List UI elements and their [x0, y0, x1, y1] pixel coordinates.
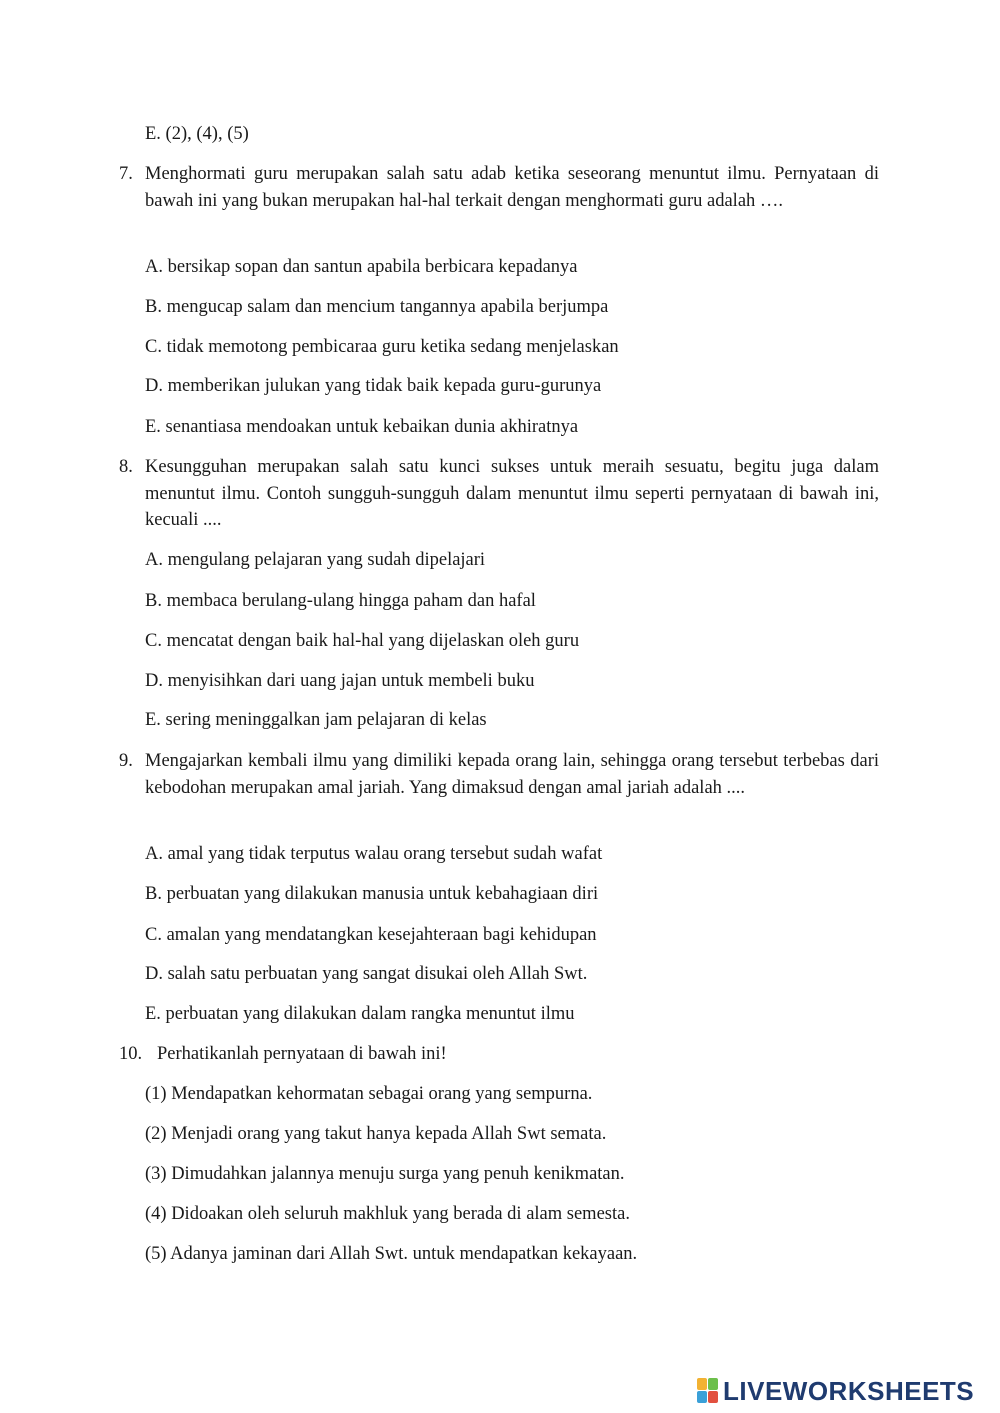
- question-8-text: Kesungguhan merupakan salah satu kunci sukses untuk meraih sesuatu, begitu juga dalam menuntut ilmu. Contoh sungguh-sungguh dalam menuntut ilmu seperti pernyataan di bawah ini, kecuali ....: [145, 457, 879, 530]
- question-7-option-b: B. mengucap salam dan mencium tangannya apabila berjumpa: [145, 297, 609, 317]
- liveworksheets-logo-icon: [697, 1378, 719, 1404]
- question-7-option-e: E. senantiasa mendoakan untuk kebaikan dunia akhiratnya: [145, 417, 579, 437]
- question-9-text: Mengajarkan kembali ilmu yang dimiliki kepada orang lain, sehingga orang tersebut terbebas dari kebodohan merupakan amal jariah. Yang dimaksud dengan amal jariah adalah ....: [145, 751, 879, 798]
- question-10-statement-1: (1) Mendapatkan kehormatan sebagai orang yang sempurna.: [145, 1084, 593, 1104]
- question-8-option-e: E. sering meninggalkan jam pelajaran di kelas: [145, 710, 487, 730]
- question-7-option-a: A. bersikap sopan dan santun apabila berbicara kepadanya: [145, 257, 578, 277]
- question-10-statement-2: (2) Menjadi orang yang takut hanya kepada Allah Swt semata.: [145, 1124, 607, 1144]
- question-8-option-b: B. membaca berulang-ulang hingga paham dan hafal: [145, 591, 536, 611]
- question-9-option-b: B. perbuatan yang dilakukan manusia untuk kebahagiaan diri: [145, 884, 599, 904]
- question-8-option-c: C. mencatat dengan baik hal-hal yang dijelaskan oleh guru: [145, 631, 580, 651]
- question-10-statement-4: (4) Didoakan oleh seluruh makhluk yang berada di alam semesta.: [145, 1204, 630, 1224]
- question-7-option-c: C. tidak memotong pembicaraa guru ketika sedang menjelaskan: [145, 337, 619, 357]
- question-9-option-d: D. salah satu perbuatan yang sangat disukai oleh Allah Swt.: [145, 964, 588, 984]
- liveworksheets-logo-text: LIVEWORKSHEETS: [723, 1376, 975, 1406]
- question-10-statement-3: (3) Dimudahkan jalannya menuju surga yang penuh kenikmatan.: [145, 1164, 625, 1184]
- question-7-text: Menghormati guru merupakan salah satu adab ketika seseorang menuntut ilmu. Pernyataan di bawah ini yang bukan merupakan hal-hal terkait dengan menghormati guru adalah ….: [145, 164, 879, 211]
- question-10-statement-5: (5) Adanya jaminan dari Allah Swt. untuk mendapatkan kekayaan.: [145, 1244, 638, 1264]
- question-9-option-e: E. perbuatan yang dilakukan dalam rangka menuntut ilmu: [145, 1004, 575, 1024]
- liveworksheets-logo: [697, 1376, 974, 1406]
- question-7-number: 7.: [119, 164, 133, 184]
- question-7-option-d: D. memberikan julukan yang tidak baik kepada guru-gurunya: [145, 376, 602, 396]
- question-9-option-c: C. amalan yang mendatangkan kesejahteraan bagi kehidupan: [145, 925, 597, 945]
- question-8-option-a: A. mengulang pelajaran yang sudah dipelajari: [145, 550, 486, 570]
- question-8-option-d: D. menyisihkan dari uang jajan untuk membeli buku: [145, 671, 535, 691]
- question-9-option-a: A. amal yang tidak terputus walau orang tersebut sudah wafat: [145, 844, 603, 864]
- question-8-number: 8.: [119, 457, 133, 477]
- question-9-number: 9.: [119, 751, 133, 771]
- previous-question-option-e: E. (2), (4), (5): [145, 124, 249, 144]
- question-10-number: 10.: [119, 1044, 143, 1064]
- question-10-text: Perhatikanlah pernyataan di bawah ini!: [157, 1044, 447, 1064]
